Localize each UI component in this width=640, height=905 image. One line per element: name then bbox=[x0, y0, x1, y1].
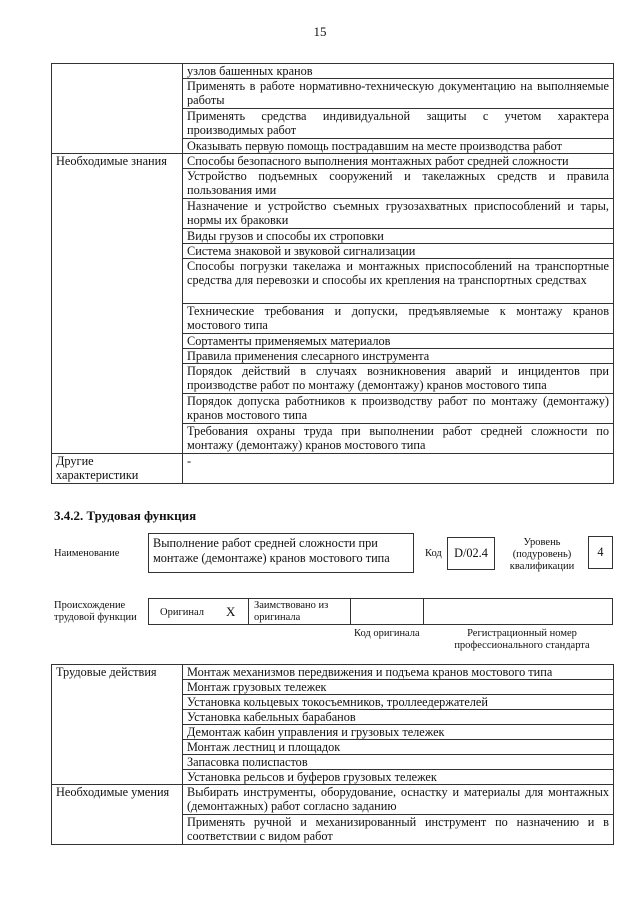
table-cell-right: Монтаж лестниц и площадок bbox=[183, 740, 614, 755]
level-value: 4 bbox=[597, 545, 604, 559]
table-cell-right: Применять в работе нормативно-техническую документацию на выполняемые работы bbox=[183, 79, 614, 109]
code-box bbox=[447, 537, 495, 570]
origin-box bbox=[148, 598, 613, 625]
table-cell-right: Установка кабельных барабанов bbox=[183, 710, 614, 725]
table-cell-right: - bbox=[183, 454, 614, 484]
function-name: Выполнение работ средней сложности при монтаже (демонтаже) кранов мостового типа bbox=[153, 536, 390, 565]
code-original-label: Код оригинала bbox=[354, 628, 420, 639]
table-cell-right: Виды грузов и способы их строповки bbox=[183, 229, 614, 244]
table-cell-right: Демонтаж кабин управления и грузовых тележек bbox=[183, 725, 614, 740]
actions-table bbox=[51, 664, 614, 845]
table-cell-right: Устройство подъемных сооружений и такелажных средств и правила пользования ими bbox=[183, 169, 614, 199]
borrowed-label: Заимствовано из оригинала bbox=[254, 600, 329, 623]
original-label: Оригинал bbox=[160, 607, 204, 618]
table-cell-right: Сортаменты применяемых материалов bbox=[183, 334, 614, 349]
table-cell-right: Установка рельсов и буферов грузовых тележек bbox=[183, 770, 614, 785]
page-number: 15 bbox=[313, 24, 327, 39]
divider bbox=[423, 598, 424, 625]
code-label: Код bbox=[425, 548, 442, 559]
section-label-other: Другие характеристики bbox=[52, 454, 183, 484]
table-cell-right: Назначение и устройство съемных грузозахватных приспособлений и тары, нормы их браковки bbox=[183, 199, 614, 229]
table-row bbox=[52, 785, 614, 815]
divider bbox=[248, 598, 249, 625]
table-cell-right: Выбирать инструменты, оборудование, оснастку и материалы для монтажных (демонтажных) работ согласно заданию bbox=[183, 785, 614, 815]
table-cell-right: Требования охраны труда при выполнении работ средней сложности по монтажу (демонтажу) кранов мостового типа bbox=[183, 424, 614, 454]
knowledge-table bbox=[51, 63, 614, 484]
name-label: Наименование bbox=[54, 548, 120, 559]
table-cell-left bbox=[52, 64, 183, 154]
origin-label: Происхождение трудовой функции bbox=[54, 600, 137, 623]
table-cell-right: Способы погрузки такелажа и монтажных приспособлений на транспортные средства для перевозки и способы их крепления на транспортных средствах bbox=[183, 259, 614, 304]
table-cell-right: Система знаковой и звуковой сигнализации bbox=[183, 244, 614, 259]
function-name-box bbox=[148, 533, 414, 573]
section-title: 3.4.2. Трудовая функция bbox=[54, 508, 197, 523]
level-box bbox=[588, 536, 613, 569]
table-cell-right: узлов башенных кранов bbox=[183, 64, 614, 79]
table-cell-right: Запасовка полиспастов bbox=[183, 755, 614, 770]
table-row bbox=[52, 64, 614, 79]
section-label-skills: Необходимые умения bbox=[52, 785, 183, 845]
table-cell-right: Способы безопасного выполнения монтажных работ средней сложности bbox=[183, 154, 614, 169]
table-cell-right: Порядок действий в случаях возникновения аварий и инцидентов при производстве работ по монтажу (демонтажу) кранов мостового типа bbox=[183, 364, 614, 394]
table-cell-right: Применять средства индивидуальной защиты с учетом характера производимых работ bbox=[183, 109, 614, 139]
table-cell-right: Монтаж механизмов передвижения и подъема кранов мостового типа bbox=[183, 665, 614, 680]
table-cell-right: Технические требования и допуски, предъявляемые к монтажу кранов мостового типа bbox=[183, 304, 614, 334]
table-cell-right: Применять ручной и механизированный инструмент по назначению и в соответствии с видом работ bbox=[183, 815, 614, 845]
table-cell-right: Порядок допуска работников к производству работ по монтажу (демонтажу) кранов мостового типа bbox=[183, 394, 614, 424]
table-row bbox=[52, 454, 614, 484]
section-label-knowledge: Необходимые знания bbox=[52, 154, 183, 454]
table-cell-right: Оказывать первую помощь пострадавшим на месте производства работ bbox=[183, 139, 614, 154]
table-row bbox=[52, 154, 614, 169]
table-cell-right: Установка кольцевых токосъемников, троллеедержателей bbox=[183, 695, 614, 710]
table-cell-right: Правила применения слесарного инструмента bbox=[183, 349, 614, 364]
table-row bbox=[52, 665, 614, 680]
section-label-actions: Трудовые действия bbox=[52, 665, 183, 785]
divider bbox=[350, 598, 351, 625]
table-cell-right: Монтаж грузовых тележек bbox=[183, 680, 614, 695]
code-value: D/02.4 bbox=[454, 546, 488, 560]
reg-number-label: Регистрационный номер профессионального стандарта bbox=[454, 628, 590, 651]
level-label: Уровень (подуровень) квалификации bbox=[509, 537, 575, 572]
original-mark: X bbox=[226, 604, 236, 619]
